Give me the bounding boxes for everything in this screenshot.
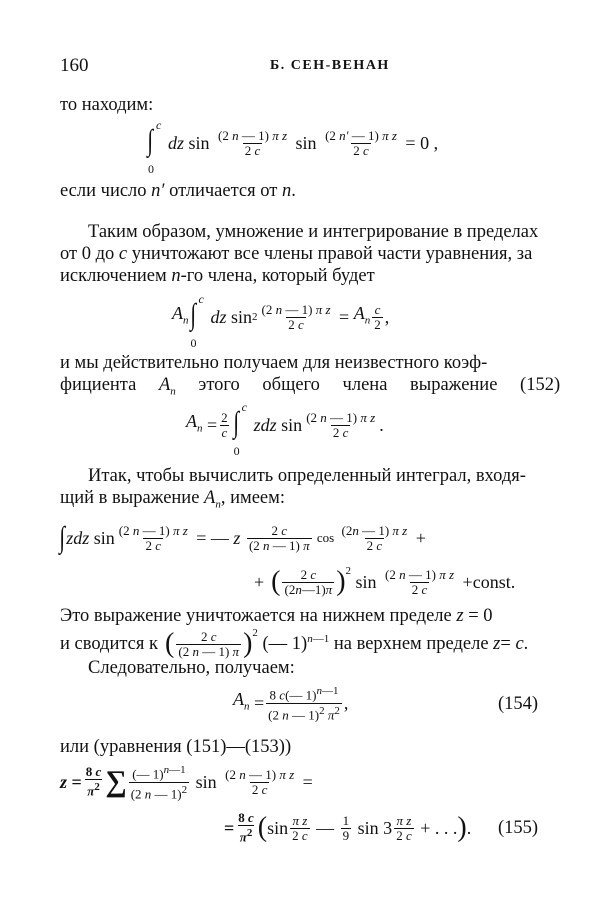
equation-nth-term: $A_n$ c ∫ 0 dz sin 2 $\frac{\text{(2 n — 1) π z}}{2 c}$ = $A_n$ $\frac{c}{2}$ ,: [172, 292, 390, 350]
paragraph-line: щий в выражение $A_n$, имеем:: [60, 488, 285, 511]
paragraph-line: и сводится к ( $\frac{2 c}{(2 n — 1) \pi}$ ) $^2$ (— 1) $_{n —1}$ на верхнем пределе z = c .: [60, 627, 529, 659]
paragraph-line: Таким образом, умножение и интегрирование в пределах: [88, 222, 539, 242]
paragraph-line: Следовательно, получаем:: [88, 658, 295, 678]
equation-integral-line1: ∫ zdz sin $\frac{\text{(2 n — 1) π z}}{2 c}$ = — z $\frac{2 c}{(2 n — 1) \pi}$ cos $\frac{\text{(2n — 1) π z}}{2 c}$ +: [59, 521, 426, 554]
equation-155-line2: = $\frac{8 c}{\pi^2}$ ( sin $\frac{\text{π z}}{2 c}$ — $\frac{1}{9}$ sin 3 $\frac{\text{π z}}{2 c}$ + . . . ) .: [224, 810, 472, 845]
running-title: Б. СЕН-ВЕНАН: [270, 58, 390, 73]
equation-integral-line2: + ( $\frac{2 c}{(2n—1)\pi}$ ) $^2$ sin $\frac{\text{(2 n — 1) π z}}{2 c}$ + const .: [254, 565, 516, 597]
text-line: если число n′ отличается от n.: [60, 181, 296, 201]
equation-orthogonality: c ∫ 0 dz sin $\frac{\text{(2 n — 1) π z}}{2 c}$ sin $\frac{\text{(2 n′ — 1) π z}}{2 c}$ = 0 ,: [147, 118, 439, 176]
equation-155-line1: z = $\frac{8 c}{\pi^2}$ ∑ $\frac{(— 1)^{n—1}}{(2 n — 1)^2}$ sin $\frac{\text{(2 n — 1) π z}}{2 c}$ =: [60, 764, 313, 801]
paragraph-line: Это выражение уничтожается на нижнем пределе z = 0: [60, 606, 493, 626]
equation-number: (154): [498, 694, 539, 714]
page-number: 160: [60, 55, 89, 76]
equation-154: $A_n$ = $\frac{8 c(— 1)^{n—1}}{(2 n — 1)^2 \pi^2}$ ,: [233, 685, 349, 722]
paragraph-line: Итак, чтобы вычислить определенный интеграл, входя-: [88, 466, 526, 486]
equation-number: (155): [498, 818, 539, 838]
equation-152: $A_n$ = $\frac{2}{c}$ c ∫ 0 zdz sin $\frac{\text{(2 n — 1) π z}}{2 c}$ .: [186, 400, 384, 458]
text-line: то находим:: [60, 95, 154, 115]
paragraph-line: исключением n-го члена, который будет: [60, 266, 375, 286]
paragraph-line: или (уравнения (151)—(153)): [60, 737, 292, 757]
paragraph-line: от 0 до c уничтожают все члены правой части уравнения, за: [60, 244, 533, 264]
paragraph-line: и мы действительно получаем для неизвестного коэф-: [60, 353, 488, 373]
paragraph-line: фициента $A_n$ этого общего члена выражение (152): [60, 375, 561, 398]
